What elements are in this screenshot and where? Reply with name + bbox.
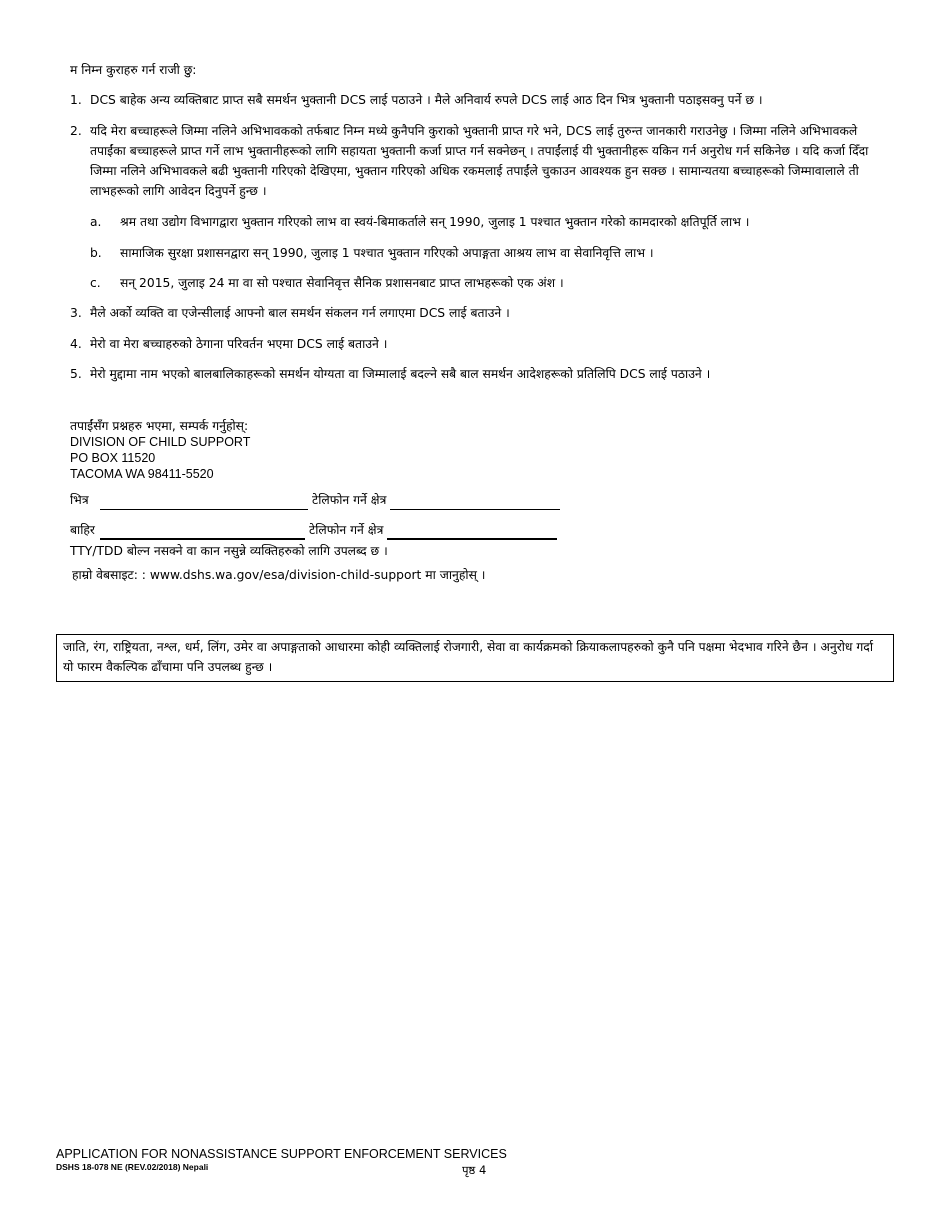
list-item-4: [70, 334, 890, 354]
intro-text: म निम्न कुराहरु गर्न राजी छु:: [70, 63, 197, 77]
item-number: 3.: [70, 306, 82, 320]
phone-row-outside: [70, 520, 557, 540]
list-item-2: [70, 121, 890, 201]
sub-item-text: सन् 2015, जुलाइ 24 मा वा सो पश्चात सेवानिवृत्त सैनिक प्रशासनबाट प्राप्त लाभहरूको एक अंश ।: [120, 276, 564, 290]
phone-area-label: टेलिफोन गर्ने क्षेत्र: [312, 493, 387, 507]
phone-inside-area-line: [390, 495, 560, 510]
page-number: पृष्ठ 4: [462, 1163, 487, 1177]
sub-item-a: [90, 212, 890, 232]
phone-inside-line: [100, 495, 308, 510]
sub-item-b: [90, 243, 890, 263]
contact-block: [70, 418, 250, 482]
phone-area-label: टेलिफोन गर्ने क्षेत्र: [309, 523, 384, 537]
phone-outside-line: [100, 524, 305, 540]
list-item-3: [70, 303, 890, 323]
sub-item-letter: a.: [90, 215, 102, 229]
list-item-1: [70, 90, 890, 110]
form-title: APPLICATION FOR NONASSISTANCE SUPPORT ENFORCEMENT SERVICES: [56, 1147, 507, 1161]
phone-row-inside: [70, 490, 560, 510]
item-text: DCS बाहेक अन्य व्यक्तिबाट प्राप्त सबै समर्थन भुक्तानी DCS लाई पठाउने । मैले अनिवार्य रुपले DCS लाई आठ दिन भित्र भुक्तानी पठाइसक्नु पर्ने छ ।: [90, 93, 763, 107]
phone-outside-label: बाहिर: [70, 523, 95, 537]
item-text: मेरो मुद्दामा नाम भएको बालबालिकाहरूको समर्थन योग्यता वा जिम्मालाई बदल्ने सबै बाल समर्थन आदेशहरूको प्रतिलिपि DCS लाई पठाउने ।: [90, 367, 711, 381]
item-number: 1.: [70, 93, 82, 107]
sub-item-letter: c.: [90, 276, 101, 290]
item-number: 5.: [70, 367, 82, 381]
item-number: 4.: [70, 337, 82, 351]
sub-item-text: सामाजिक सुरक्षा प्रशासनद्वारा सन् 1990, जुलाइ 1 पश्चात भुक्तान गरिएको अपाङ्गता आश्रय लाभ वा सेवानिवृत्ति लाभ ।: [120, 246, 654, 260]
contact-heading: तपाईंसँग प्रश्नहरु भएमा, सम्पर्क गर्नुहोस्:: [70, 419, 249, 433]
item-text: यदि मेरा बच्चाहरूले जिम्मा नलिने अभिभावकको तर्फबाट निम्न मध्ये कुनैपनि कुराको भुक्तानी प्राप्त गरे भने, DCS लाई तुरुन्त जानकारी गराउनेछु । जिम्मा नलिने अभिभावकले तपाईंका बच्चाहरूले प्राप्त गर्ने लाभ भुक्तानीहरूको लागि सहायता भुक्तानी कर्जा प्राप्त गर्न सक्नेछन् । तपाईंलाई यी भुक्तानीहरू यकिन गर्न अनुरोध गर्न सकिनेछ । यदि कर्जा दिँदा जिम्मा नलिने अभिभावकले बढी भुक्तानी गरिएको देखिएमा, भुक्तान गरिएको अधिक रकमलाई तपाईंले चुकाउन आवश्यक हुन सक्छ । सामान्यतया बच्चाहरूको जिम्मावालाले ती लाभहरूको लागि आवेदन दिनुपर्ने हुन्छ ।: [90, 124, 869, 198]
list-item-5: [70, 364, 890, 384]
phone-inside-label: भित्र: [70, 493, 89, 507]
item-text: मैले अर्को व्यक्ति वा एजेन्सीलाई आफ्नो बाल समर्थन संकलन गर्न लगाएमा DCS लाई बताउने ।: [90, 306, 510, 320]
tty-note: TTY/TDD बोल्न नसक्ने वा कान नसुन्ने व्यक्तिहरुको लागि उपलब्द छ ।: [70, 544, 388, 558]
website-note: हाम्रो वेबसाइट: : www.dshs.wa.gov/esa/division-child-support मा जानुहोस् ।: [72, 568, 486, 582]
item-text: मेरो वा मेरा बच्चाहरुको ठेगाना परिवर्तन भएमा DCS लाई बताउने ।: [90, 337, 388, 351]
contact-organization: DIVISION OF CHILD SUPPORT: [70, 435, 251, 449]
sub-item-text: श्रम तथा उद्योग विभागद्वारा भुक्तान गरिएको लाभ वा स्वयं-बिमाकर्ताले सन् 1990, जुलाइ 1 पश्चात भुक्तान गरेको कामदारको क्षतिपूर्ति लाभ ।: [120, 215, 750, 229]
sub-item-c: [90, 273, 890, 293]
form-code: DSHS 18-078 NE (REV.02/2018) Nepali: [56, 1162, 209, 1172]
item-number: 2.: [70, 124, 82, 138]
non-discrimination-notice: जाति, रंग, राष्ट्रियता, नश्ल, धर्म, लिंग, उमेर वा अपाङ्गताको आधारमा कोही व्यक्तिलाई रोजगारी, सेवा वा कार्यक्रमको क्रियाकलापहरुको कुनै पनि पक्षमा भेदभाव गरिने छैन । अनुरोध गर्दा यो फारम वैकल्पिक ढाँचामा पनि उपलब्ध हुन्छ ।: [56, 634, 894, 682]
phone-outside-area-line: [387, 524, 557, 540]
sub-item-letter: b.: [90, 246, 102, 260]
contact-city: TACOMA WA 98411-5520: [70, 467, 214, 481]
contact-po-box: PO BOX 11520: [70, 451, 156, 465]
